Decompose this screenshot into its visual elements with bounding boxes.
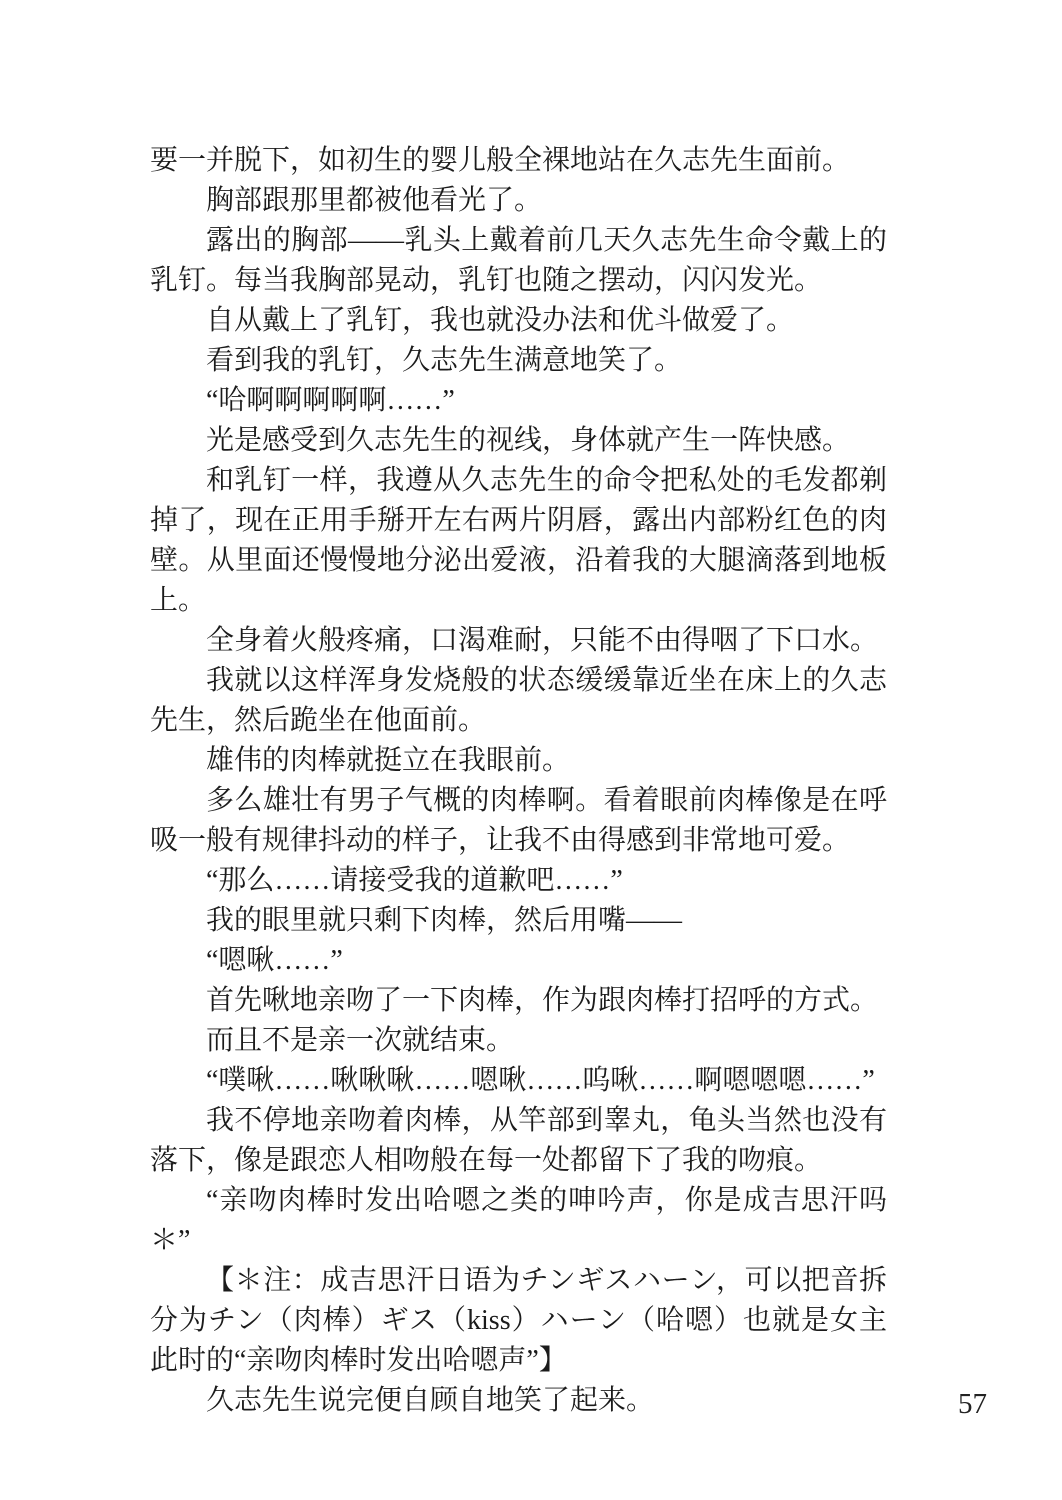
paragraph: “哈啊啊啊啊啊……”	[206, 385, 455, 416]
paragraph: 【＊注：成吉思汗日语为チンギスハーン，可以把音拆分为チン（肉棒）ギス（kiss）ハーン（哈嗯）也就是女主此时的“亲吻肉棒时发出哈嗯声”】	[150, 1265, 887, 1376]
paragraph: 而且不是亲一次就结束。	[206, 1025, 515, 1056]
paragraph: 久志先生说完便自顾自地笑了起来。	[206, 1385, 655, 1416]
paragraph: “嗯啾……”	[206, 945, 343, 976]
paragraph: 胸部跟那里都被他看光了。	[206, 185, 543, 216]
paragraph: “亲吻肉棒时发出哈嗯之类的呻吟声，你是成吉思汗吗＊”	[150, 1185, 887, 1256]
paragraph: “那么……请接受我的道歉吧……”	[206, 865, 623, 896]
page-number: 57	[958, 1388, 987, 1420]
paragraph: 自从戴上了乳钉，我也就没办法和优斗做爱了。	[206, 305, 795, 336]
paragraph: 我不停地亲吻着肉棒，从竿部到睾丸，龟头当然也没有落下，像是跟恋人相吻般在每一处都留下了我的吻痕。	[150, 1105, 887, 1176]
paragraph: 雄伟的肉棒就挺立在我眼前。	[206, 745, 571, 776]
paragraph: 首先啾地亲吻了一下肉棒，作为跟肉棒打招呼的方式。	[206, 985, 879, 1016]
paragraph: 看到我的乳钉，久志先生满意地笑了。	[206, 345, 683, 376]
paragraph: 和乳钉一样，我遵从久志先生的命令把私处的毛发都剃掉了，现在正用手掰开左右两片阴唇，露出内部粉红色的肉壁。从里面还慢慢地分泌出爱液，沿着我的大腿滴落到地板上。	[150, 465, 887, 616]
paragraph: 我就以这样浑身发烧般的状态缓缓靠近坐在床上的久志先生，然后跪坐在他面前。	[150, 665, 887, 736]
paragraph: “噗啾……啾啾啾……嗯啾……呜啾……啊嗯嗯嗯……”	[206, 1065, 875, 1096]
paragraph: 全身着火般疼痛，口渴难耐，只能不由得咽了下口水。	[206, 625, 879, 656]
paragraph: 多么雄壮有男子气概的肉棒啊。看着眼前肉棒像是在呼吸一般有规律抖动的样子，让我不由得感到非常地可爱。	[150, 785, 887, 856]
paragraph: 我的眼里就只剩下肉棒，然后用嘴——	[206, 905, 683, 936]
paragraph: 光是感受到久志先生的视线，身体就产生一阵快感。	[206, 425, 851, 456]
paragraph: 要一并脱下，如初生的婴儿般全裸地站在久志先生面前。	[150, 145, 851, 176]
body-text	[150, 141, 887, 1421]
paragraph: 露出的胸部——乳头上戴着前几天久志先生命令戴上的乳钉。每当我胸部晃动，乳钉也随之摆动，闪闪发光。	[150, 225, 887, 296]
